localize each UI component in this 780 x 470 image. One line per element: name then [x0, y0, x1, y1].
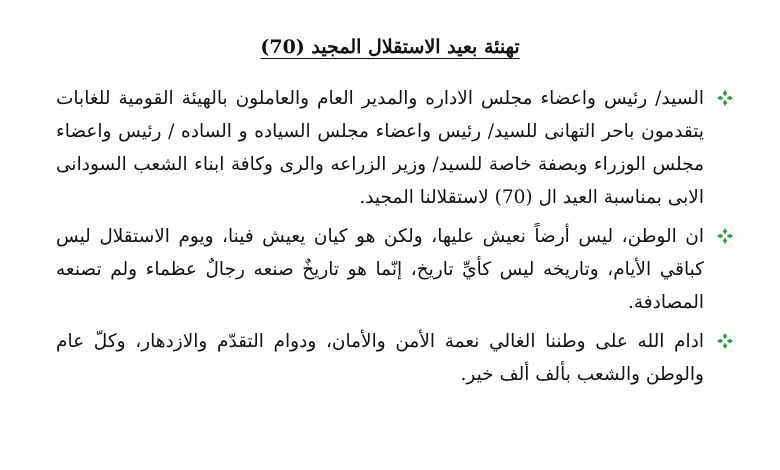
list-item [56, 82, 734, 214]
list-item [56, 220, 734, 319]
paragraph-text: السيد/ رئيس واعضاء مجلس الاداره والمدير العام والعاملون بالهيئة القومية للغابات يتقدمون باحر التهانى للسيد/ رئيس واعضاء مجلس السياده و الساده / رئيس واعضاء مجلس الوزراء وبصفة خاصة للسيد/ وزير الزراعه والرى وكافة ابناء الشعب السودانى الابى بمناسبة العيد ال (70) لاستقلالنا المجيد. [56, 88, 704, 208]
four-diamond-star-icon [716, 89, 734, 107]
paragraph-text: ادام الله على وطننا الغالي نعمة الأمن والأمان، ودوام التقدّم والازدهار، وكلّ عام والوطن والشعب بألف ألف خير. [56, 331, 704, 385]
list-item [56, 325, 734, 391]
paragraph-list [56, 82, 734, 397]
four-diamond-star-icon [716, 332, 734, 350]
page-title-text: تهنئة بعيد الاستقلال المجيد (70) [260, 36, 520, 58]
page-title [0, 34, 780, 60]
four-diamond-star-icon [716, 227, 734, 245]
paragraph-text: ان الوطن، ليس أرضاً نعيش عليها، ولكن هو كيان يعيش فينا، ويوم الاستقلال ليس كباقي الأيام، وتاريخه ليس كأيِّ تاريخ، إنّما هو تاريخٌ صنعه رجالٌ عظماء ولم تصنعه المصادفة. [56, 226, 704, 313]
